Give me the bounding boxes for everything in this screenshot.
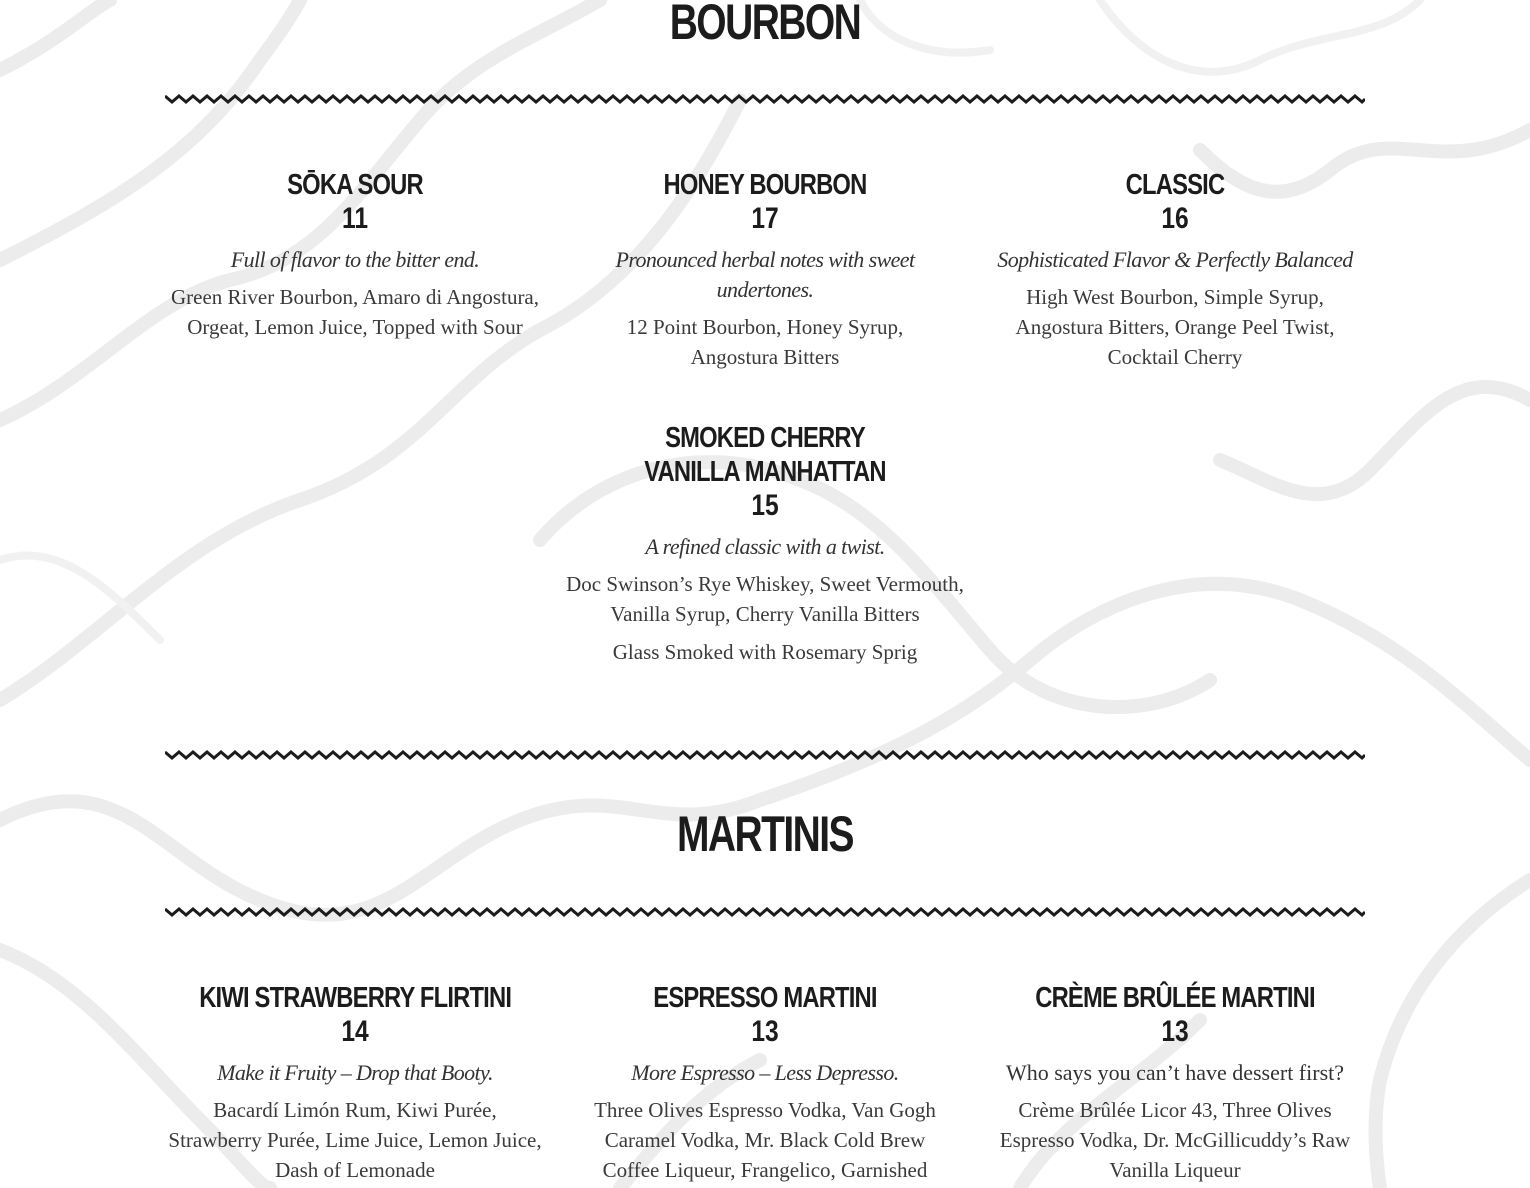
item-tagline: Pronounced herbal notes with sweet undertones. xyxy=(615,247,915,302)
item-ingredients: Bacardí Limón Rum, Kiwi Purée, Strawberry Purée, Lime Juice, Lemon Juice, Dash of Lemonade xyxy=(168,1098,542,1182)
zigzag-divider xyxy=(165,92,1365,106)
item-name: KIWI STRAWBERRY FLIRTINI xyxy=(199,982,512,1014)
item-price: 16 xyxy=(1161,202,1189,235)
item-tagline: Full of flavor to the bitter end. xyxy=(230,247,480,272)
zigzag-divider xyxy=(165,748,1365,762)
item-ingredients: Doc Swinson’s Rye Whiskey, Sweet Vermouth, Vanilla Syrup, Cherry Vanilla Bitters xyxy=(566,572,964,626)
item-name: CRÈME BRÛLÉE MARTINI xyxy=(1035,982,1315,1014)
item-tagline: A refined classic with a twist. xyxy=(645,534,885,559)
item-price: 13 xyxy=(1161,1015,1189,1048)
section-title-martinis: MARTINIS xyxy=(676,806,854,862)
item-tagline: More Espresso – Less Depresso. xyxy=(631,1060,899,1085)
menu-item-kiwi-strawberry-flirtini xyxy=(165,981,545,1185)
menu-item-classic xyxy=(985,168,1365,372)
item-name: SŌKA SOUR xyxy=(287,169,423,201)
item-note: Glass Smoked with Rosemary Sprig xyxy=(612,640,918,664)
item-name: SMOKED CHERRY VANILLA MANHATTAN xyxy=(644,422,886,488)
item-name: CLASSIC xyxy=(1125,169,1225,201)
item-ingredients: 12 Point Bourbon, Honey Syrup, Angostura Bitters xyxy=(626,315,904,369)
item-ingredients: Three Olives Espresso Vodka, Van Gogh Caramel Vodka, Mr. Black Cold Brew Coffee Liqueur, Frangelico, Garnished xyxy=(594,1098,936,1182)
menu-item-soka-sour xyxy=(165,168,545,342)
item-price: 11 xyxy=(341,202,369,235)
item-ingredients: High West Bourbon, Simple Syrup, Angostura Bitters, Orange Peel Twist, Cocktail Cherry xyxy=(1015,285,1335,369)
item-ingredients: Crème Brûlée Licor 43, Three Olives Espresso Vodka, Dr. McGillicuddy’s Raw Vanilla Liqueur xyxy=(999,1098,1351,1182)
item-name: ESPRESSO MARTINI xyxy=(653,982,877,1014)
menu-item-creme-brulee-martini xyxy=(985,981,1365,1185)
item-ingredients: Green River Bourbon, Amaro di Angostura, Orgeat, Lemon Juice, Topped with Sour xyxy=(170,285,540,339)
item-price: 15 xyxy=(751,489,779,522)
item-price: 13 xyxy=(751,1015,779,1048)
item-price: 17 xyxy=(751,202,779,235)
item-tagline: Sophisticated Flavor & Perfectly Balanced xyxy=(997,247,1353,272)
menu-item-espresso-martini xyxy=(575,981,955,1185)
item-price: 14 xyxy=(341,1015,369,1048)
zigzag-divider xyxy=(165,905,1365,919)
item-tagline: Make it Fruity – Drop that Booty. xyxy=(217,1060,493,1085)
item-name: HONEY BOURBON xyxy=(663,169,867,201)
menu-item-honey-bourbon xyxy=(575,168,955,372)
item-tagline: Who says you can’t have dessert first? xyxy=(1005,1060,1345,1085)
section-title-bourbon: BOURBON xyxy=(669,0,861,50)
menu-item-smoked-cherry-vanilla-manhattan xyxy=(565,421,965,667)
